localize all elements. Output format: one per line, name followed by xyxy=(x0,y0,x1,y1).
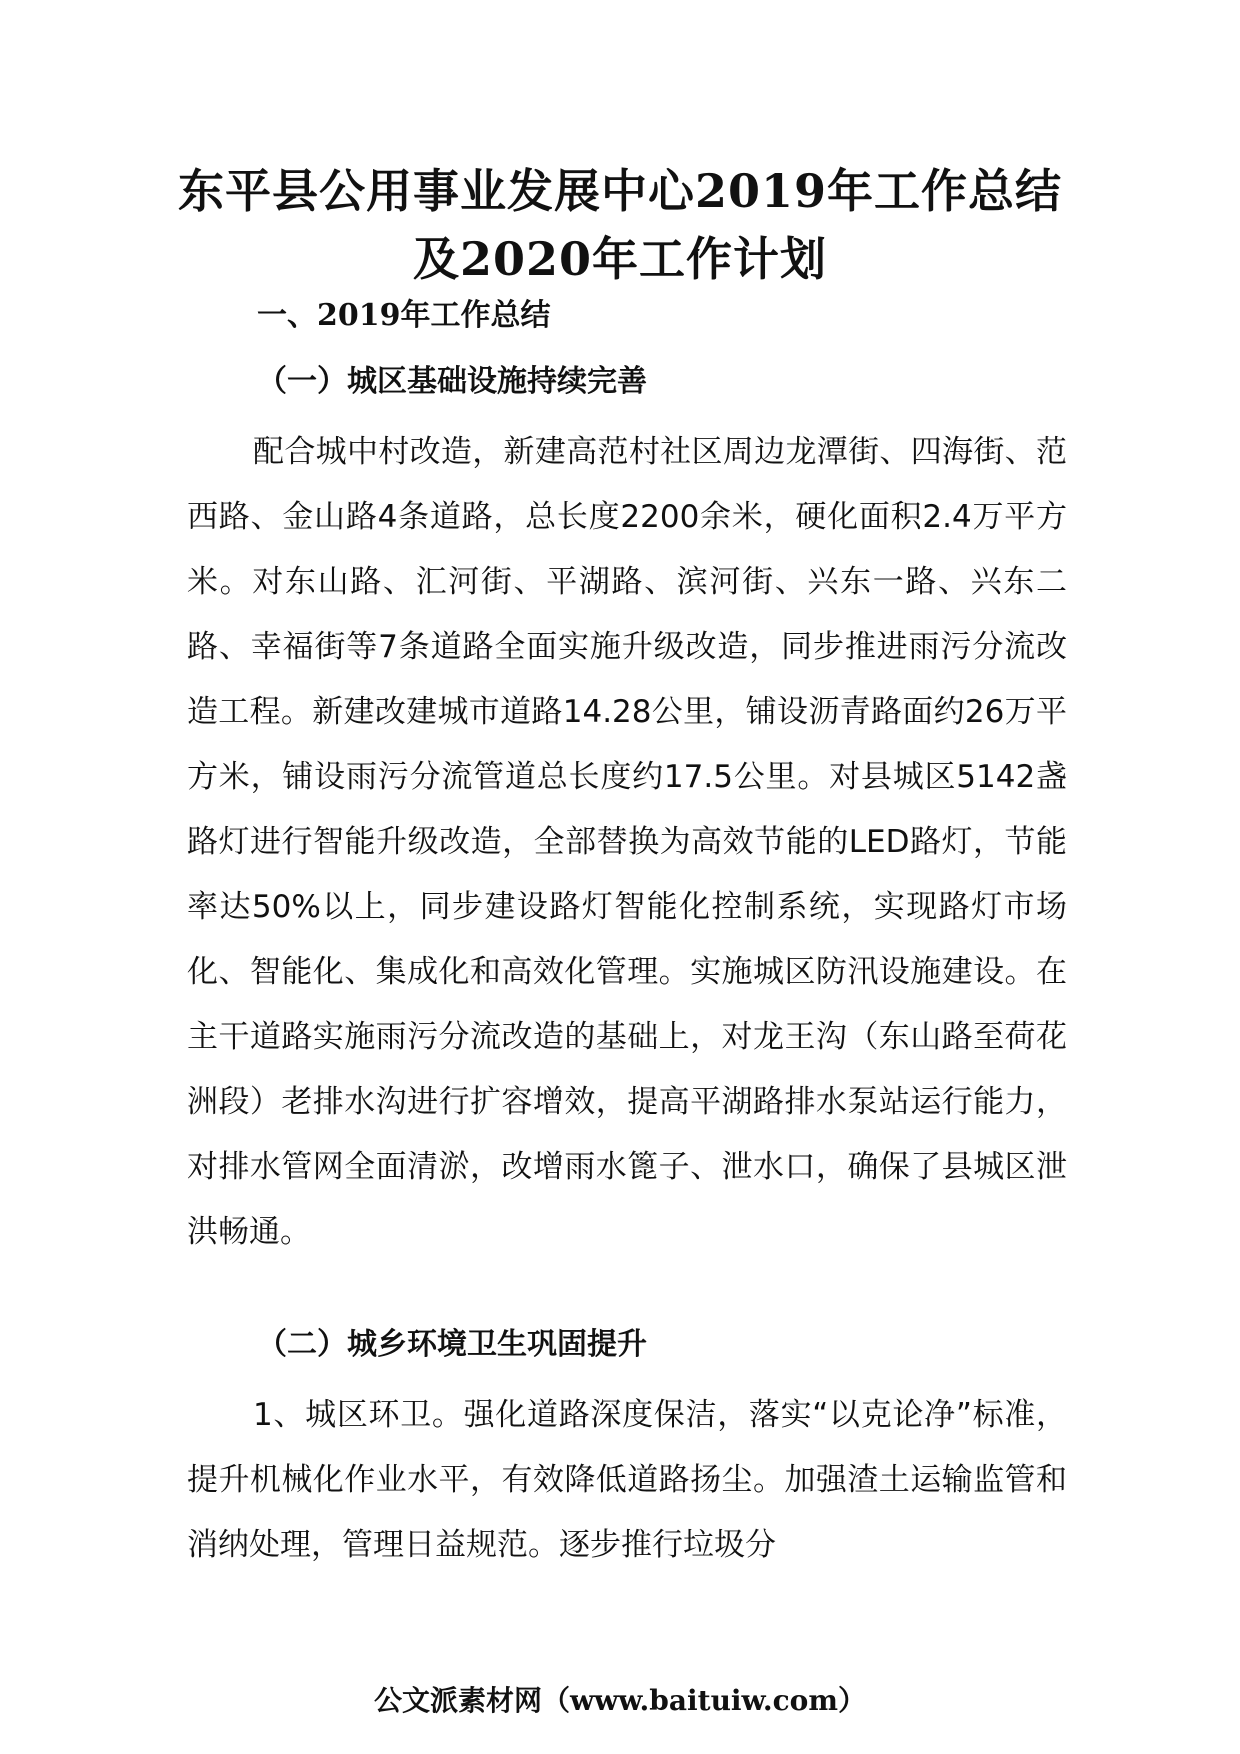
subsection-heading-sanitation: （二）城乡环境卫生巩固提升 xyxy=(257,1327,647,1362)
document-title-line-2: 及2020年工作计划 xyxy=(412,232,828,286)
subsection-heading-infrastructure: （一）城区基础设施持续完善 xyxy=(257,364,647,399)
paragraph-infrastructure: 配合城中村改造，新建高范村社区周边龙潭街、四海街、范西路、金山路4条道路，总长度2200余米，硬化面积2.4万平方米。对东山路、汇河街、平湖路、滨河街、兴东一路、兴东二路、幸福街等7条道路全面实施升级改造，同步推进雨污分流改造工程。新建改建城市道路14.28公里，铺设沥青路面约26万平方米，铺设雨污分流管道总长度约17.5公里。对县城区5142盏路灯进行智能升级改造，全部替换为高效节能的LED路灯，节能率达50%以上，同步建设路灯智能化控制系统，实现路灯市场化、智能化、集成化和高效化管理。实施城区防汛设施建设。在主干道路实施雨污分流改造的基础上，对龙王沟（东山路至荷花洲段）老排水沟进行扩容增效，提高平湖路排水泵站运行能力，对排水管网全面清淤，改增雨水篦子、泄水口，确保了县城区泄洪畅通。 xyxy=(187,434,1067,1250)
paragraph-sanitation: 1、城区环卫。强化道路深度保洁，落实“以克论净”标准，提升机械化作业水平，有效降低道路扬尘。加强渣土运输监管和消纳处理，管理日益规范。逐步推行垃圾分 xyxy=(187,1397,1067,1563)
footer-watermark: 公文派素材网（www.baituiw.com） xyxy=(374,1684,866,1717)
section-heading-2019-summary: 一、2019年工作总结 xyxy=(257,298,551,333)
document-title-line-1: 东平县公用事业发展中心2019年工作总结 xyxy=(177,164,1063,218)
